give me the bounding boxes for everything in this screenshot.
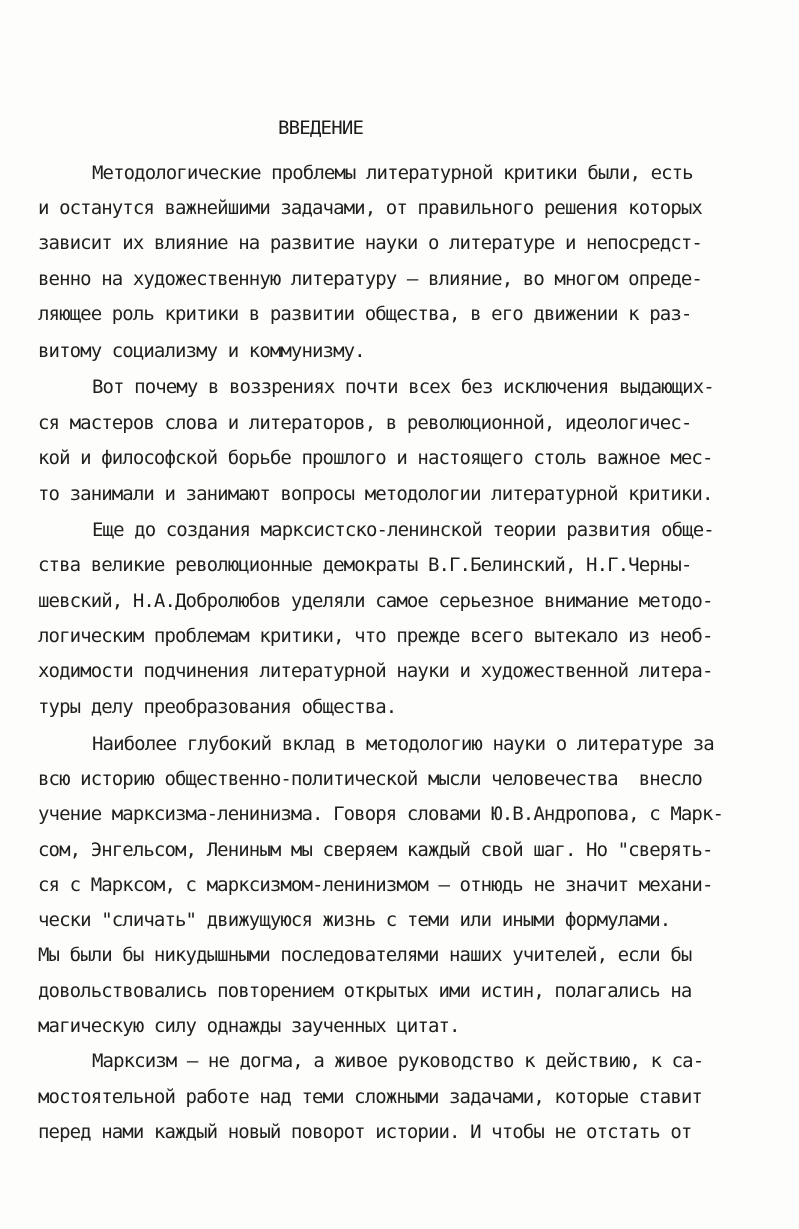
text-line: логическим проблемам критики, что прежде всего вытекало из необ- <box>38 625 713 647</box>
text-line: всю историю общественно-политической мысли человечества внесло <box>38 768 702 790</box>
text-line: ходимости подчинения литературной науки и художественной литера- <box>38 660 713 682</box>
text-line: венно на художественную литературу – влияние, во многом опреде- <box>38 268 702 290</box>
text-line: Вот почему в воззрениях почти всех без исключения выдающих- <box>92 376 714 398</box>
text-line: витому социализму и коммунизму. <box>38 340 365 362</box>
text-line: Наиболее глубокий вклад в методологию науки о литературе за <box>92 733 714 755</box>
text-line: ся мастеров слова и литераторов, в революционной, идеологичес- <box>38 412 692 434</box>
text-line: сом, Энгельсом, Лениным мы сверяем каждый свой шаг. Но "сверять- <box>38 839 713 861</box>
text-line: туры делу преобразования общества. <box>38 696 397 718</box>
text-line: магическую силу однажды заученных цитат. <box>38 1015 460 1037</box>
text-line: Марксизм – не догма, а живое руководство к действию, к са- <box>92 1050 704 1072</box>
text-line: зависит их влияние на развитие науки о литературе и непосредст- <box>38 232 702 254</box>
text-line: шевский, Н.А.Добролюбов уделяли самое серьезное внимание методо- <box>38 590 713 612</box>
text-line: то занимали и занимают вопросы методологии литературной критики. <box>38 483 713 505</box>
page-title: ВВЕДЕНИЕ <box>278 117 364 139</box>
text-line: довольствовались повторением открытых ими истин, полагались на <box>38 980 692 1002</box>
text-line: мостоятельной работе над теми сложными задачами, которые ставит <box>38 1086 702 1108</box>
text-line: и останутся важнейшими задачами, от правильного решения которых <box>38 197 702 219</box>
text-line: кой и философской борьбе прошлого и настоящего столь важное мес- <box>38 447 713 469</box>
text-line: Методологические проблемы литературной критики были, есть <box>92 162 693 184</box>
text-line: Мы были бы никудышными последователями наших учителей, если бы <box>38 944 692 966</box>
text-line: перед нами каждый новый поворот истории. И чтобы не отстать от <box>38 1121 692 1143</box>
text-line: ся с Марксом, с марксизмом-ленинизмом – отнюдь не значит механи- <box>38 874 713 896</box>
text-line: учение марксизма-ленинизма. Говоря словами Ю.В.Андропова, с Марк- <box>38 803 724 825</box>
text-line: ства великие революционные демократы В.Г.Белинский, Н.Г.Черны- <box>38 554 692 576</box>
text-line: Еще до создания марксистско-ленинской теории развития обще- <box>92 519 714 541</box>
text-line: чески "сличать" движущуюся жизнь с теми или иными формулами. <box>38 909 671 931</box>
text-line: ляющее роль критики в развитии общества, в его движении к раз- <box>38 303 692 325</box>
